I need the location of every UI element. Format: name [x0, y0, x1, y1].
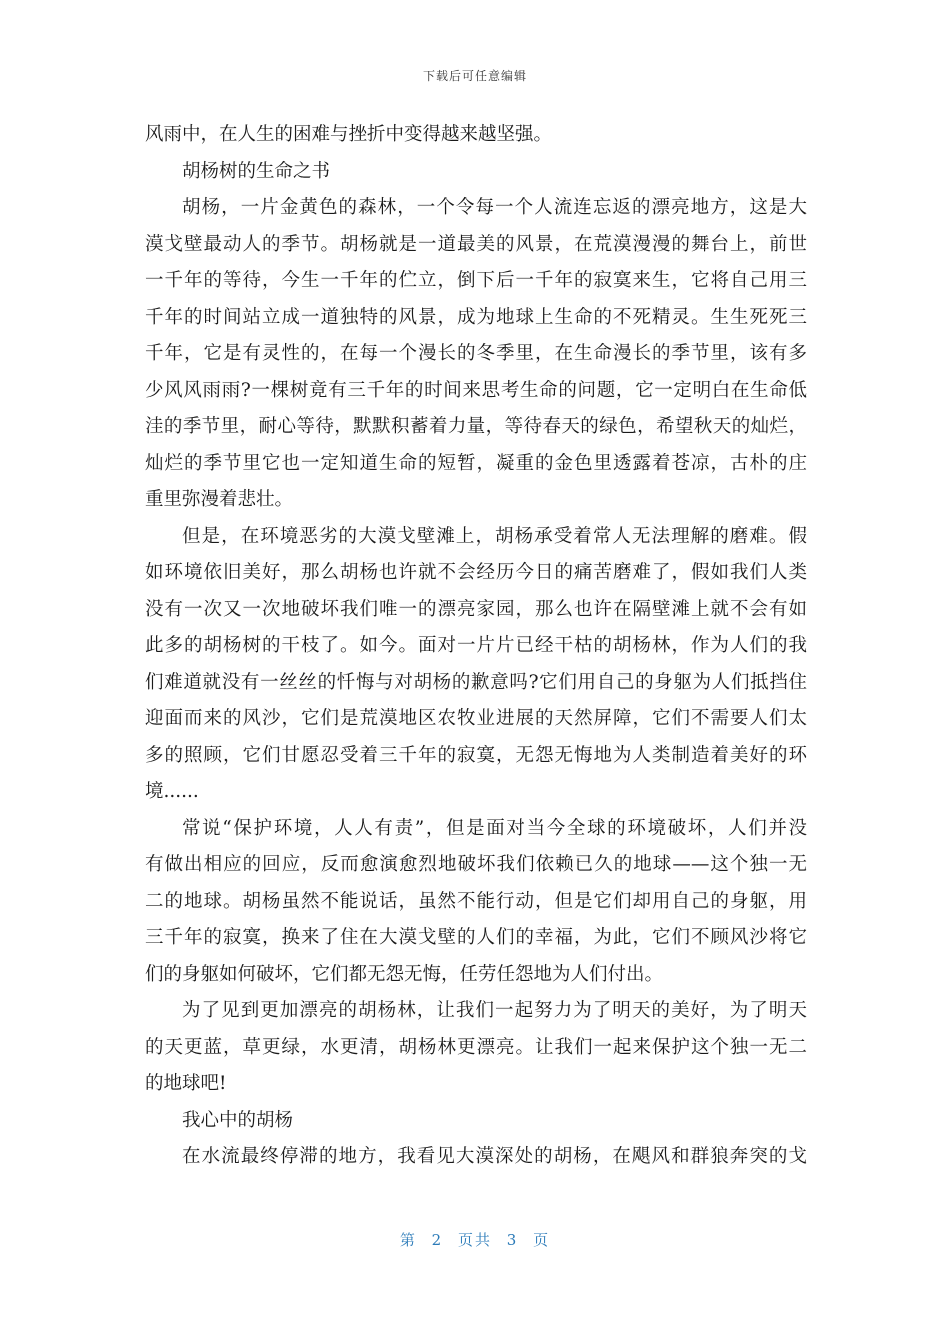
paragraph-line: 多的照顾，它们甘愿忍受着三千年的寂寞，无怨无悔地为人类制造着美好的环 [145, 744, 807, 766]
paragraph-line: 灿烂的季节里它也一定知道生命的短暂，凝重的金色里透露着苍凉，古朴的庄 [145, 452, 807, 474]
paragraph-line: 们的身躯如何破坏，它们都无怨无悔，任劳任怨地为人们付出。 [145, 963, 664, 985]
paragraph-line: 们难道就没有一丝丝的忏悔与对胡杨的歉意吗?它们用自己的身躯为人们抵挡住 [145, 671, 807, 693]
document-body [145, 117, 807, 1176]
paragraph-line: 三千年的寂寞，换来了住在大漠戈壁的人们的幸福，为此，它们不顾风沙将它 [145, 927, 807, 948]
paragraph-line: 在水流最终停滞的地方，我看见大漠深处的胡杨，在飓风和群狼奔突的戈 [182, 1146, 807, 1167]
paragraph-line: 胡杨，一片金黄色的森林，一个令每一个人流连忘返的漂亮地方，这是大 [182, 197, 807, 218]
paragraph-line: 有做出相应的回应，反而愈演愈烈地破坏我们依赖已久的地球——这个独一无 [145, 854, 807, 875]
paragraph-line: 为了见到更加漂亮的胡杨林，让我们一起努力为了明天的美好，为了明天 [182, 1000, 807, 1021]
paragraph-line: 如环境依旧美好，那么胡杨也许就不会经历今日的痛苦磨难了，假如我们人类 [145, 562, 807, 583]
paragraph-line: 洼的季节里，耐心等待，默默积蓄着力量，等待春天的绿色，希望秋天的灿烂， [145, 416, 807, 437]
paragraph-line: 常说“保护环境，人人有责”，但是面对当今全球的环境破坏，人们并没 [182, 817, 807, 839]
paragraph-line: 但是，在环境恶劣的大漠戈壁滩上，胡杨承受着常人无法理解的磨难。假 [182, 525, 807, 547]
paragraph-line: 的天更蓝，草更绿，水更清，胡杨林更漂亮。让我们一起来保护这个独一无二 [145, 1036, 807, 1058]
paragraph-line: 千年，它是有灵性的，在每一个漫长的冬季里，在生命漫长的季节里，该有多 [145, 343, 807, 364]
paragraph-line: 千年的时间站立成一道独特的风景，成为地球上生命的不死精灵。生生死死三 [145, 306, 807, 328]
paragraph-line: 迎面而来的风沙，它们是荒漠地区农牧业进展的天然屏障，它们不需要人们太 [145, 708, 807, 729]
paragraph-line: 风雨中，在人生的困难与挫折中变得越来越坚强。 [145, 124, 553, 145]
paragraph-line: 少风风雨雨?一棵树竟有三千年的时间来思考生命的问题，它一定明白在生命低 [145, 379, 807, 401]
paragraph-line: 一千年的等待，今生一千年的伫立，倒下后一千年的寂寞来生，它将自己用三 [145, 270, 807, 291]
paragraph-line: 的地球吧! [145, 1073, 227, 1094]
paragraph-line: 此多的胡杨树的干枝了。如今。面对一片片已经干枯的胡杨林，作为人们的我 [145, 635, 807, 656]
paragraph-line: 重里弥漫着悲壮。 [145, 489, 294, 510]
section-title: 我心中的胡杨 [182, 1109, 294, 1131]
paragraph-line: 二的地球。胡杨虽然不能说话，虽然不能行动，但是它们却用自己的身躯，用 [145, 890, 807, 912]
paragraph-line: 境...... [145, 781, 199, 802]
section-title: 胡杨树的生命之书 [182, 160, 331, 182]
paragraph-line: 没有一次又一次地破坏我们唯一的漂亮家园，那么也许在隔壁滩上就不会有如 [145, 598, 807, 620]
page-footer: 第 2 页共 3 页 [399, 1231, 551, 1249]
page-header: 下载后可任意编辑 [422, 69, 527, 83]
paragraph-line: 漠戈壁最动人的季节。胡杨就是一道最美的风景，在荒漠漫漫的舞台上，前世 [145, 233, 807, 255]
